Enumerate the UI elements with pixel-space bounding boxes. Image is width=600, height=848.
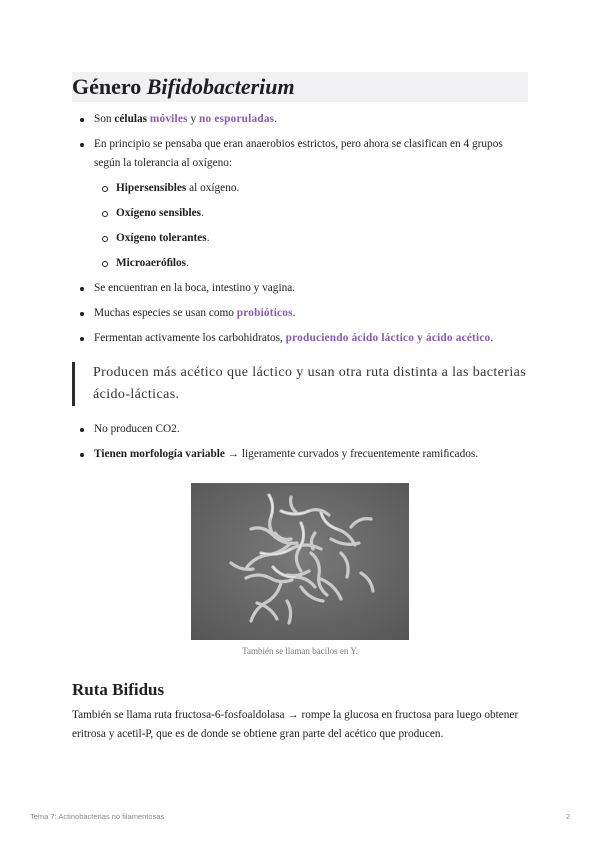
section-paragraph: También se llama ruta fructosa-6-fosfoaldolasa → rompe la glucosa en fructosa para luego obtener eritrosa y acetil-P, que es de donde se obtiene gran parte del acético que producen. xyxy=(72,709,519,740)
title-prefix: Género xyxy=(72,74,147,99)
bacteria-micrograph xyxy=(191,483,409,640)
micrograph-image xyxy=(191,483,409,640)
list-item: Tienen morfología variable → ligeramente curvados y frecuentemente ramiﬁcados. xyxy=(72,445,528,464)
page-content xyxy=(72,72,528,464)
bullet-list xyxy=(72,420,528,464)
list-item: No producen CO2. xyxy=(72,420,528,439)
footer-left: Tema 7: Actinobacterias no ﬁlamentosas xyxy=(30,812,165,821)
list-item: Se encuentran en la boca, intestino y vagina. xyxy=(72,279,528,298)
sub-list-item: Hipersensibles al oxígeno. xyxy=(72,179,528,198)
bullet-list xyxy=(72,110,528,348)
page-number: 2 xyxy=(565,812,570,821)
section-title: Ruta Bifidus xyxy=(72,680,165,699)
sub-list-item: Oxígeno tolerantes. xyxy=(72,229,528,248)
list-item: Fermentan activamente los carbohidratos, produciendo ácido láctico y ácido acético. xyxy=(72,329,528,348)
sub-list-item: Microaeróﬁlos. xyxy=(72,254,528,273)
sub-list-item: Oxígeno sensibles. xyxy=(72,204,528,223)
list-item: Son células móviles y no esporuladas. xyxy=(72,110,528,129)
list-item: Muchas especies se usan como probióticos. xyxy=(72,304,528,323)
title-italic: Bifidobacterium xyxy=(146,74,295,99)
blockquote: Producen más acético que láctico y usan otra ruta distinta a las bacterias ácido-lácticas. xyxy=(72,362,528,406)
list-item: En principio se pensaba que eran anaerobios estrictos, pero ahora se clasifican en 4 grupos según la tolerancia al oxígeno: xyxy=(72,135,528,173)
figure-caption: También se llaman bacilos en Y. xyxy=(242,646,358,656)
page-title xyxy=(72,72,528,102)
